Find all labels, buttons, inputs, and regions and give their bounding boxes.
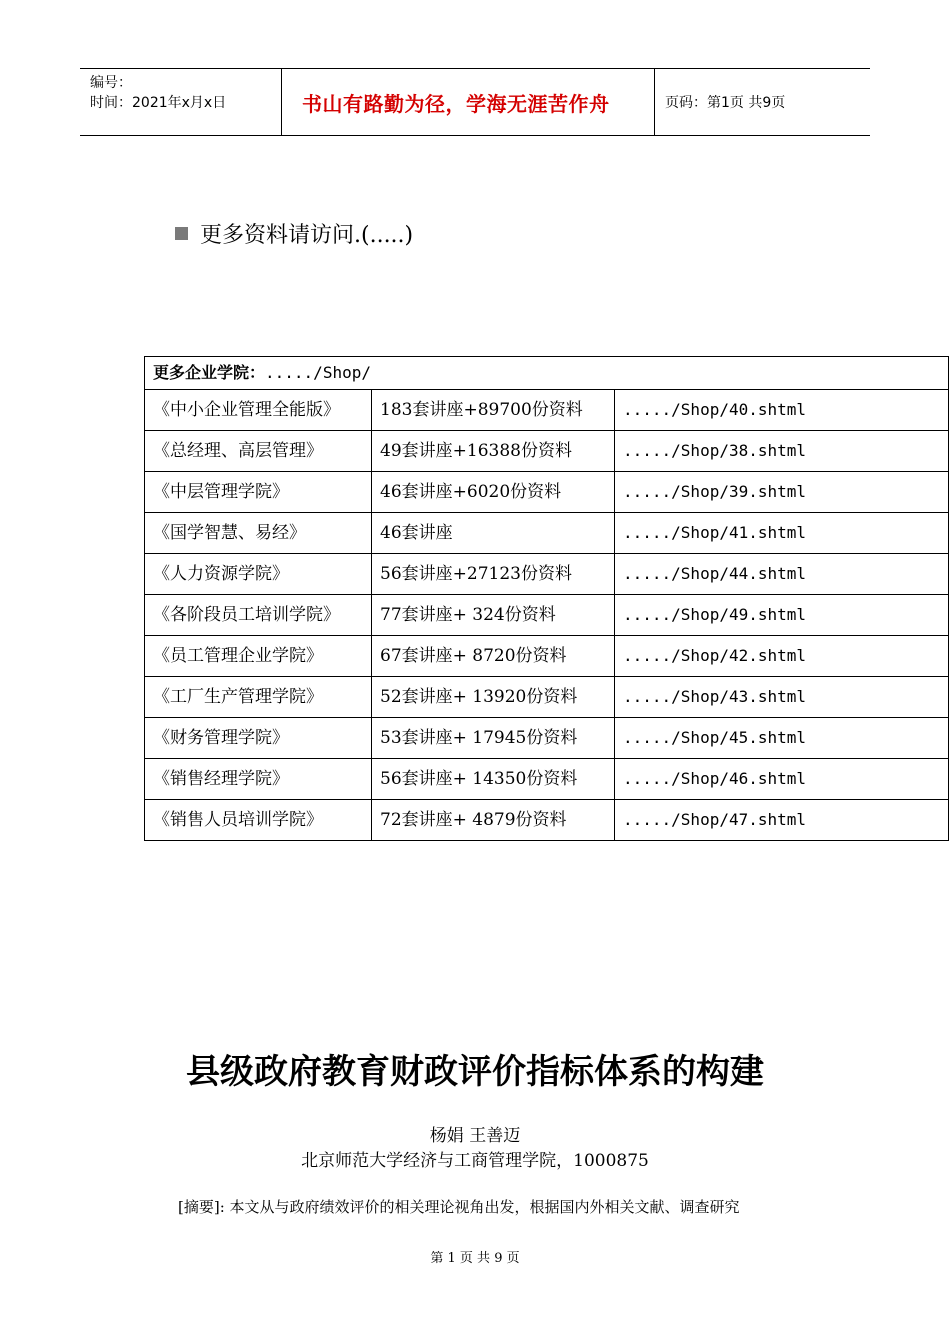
course-url-link[interactable]: ...../Shop/43.shtml bbox=[615, 677, 949, 718]
table-row bbox=[145, 431, 949, 472]
page-header bbox=[80, 68, 870, 136]
doc-number-label: 编号： bbox=[90, 75, 132, 91]
course-desc-cell: 67套讲座+ 8720份资料 bbox=[372, 636, 615, 677]
course-url-link[interactable]: ...../Shop/41.shtml bbox=[615, 513, 949, 554]
header-meta bbox=[80, 69, 282, 135]
course-url-link[interactable]: ...../Shop/49.shtml bbox=[615, 595, 949, 636]
paper-affiliation: 北京师范大学经济与工商管理学院，1000875 bbox=[301, 1151, 649, 1171]
more-info-text: 更多资料请访问.(.....) bbox=[200, 223, 414, 248]
paper-authors: 杨娟 王善迈 bbox=[429, 1126, 521, 1146]
course-name-cell: 《员工管理企业学院》 bbox=[145, 636, 372, 677]
course-name-cell: 《销售人员培训学院》 bbox=[145, 800, 372, 841]
course-name-cell: 《销售经理学院》 bbox=[145, 759, 372, 800]
course-desc-cell: 46套讲座 bbox=[372, 513, 615, 554]
course-desc-cell: 183套讲座+89700份资料 bbox=[372, 390, 615, 431]
course-name-cell: 《总经理、高层管理》 bbox=[145, 431, 372, 472]
course-desc-cell: 56套讲座+ 14350份资料 bbox=[372, 759, 615, 800]
shop-header-url[interactable]: ...../Shop/ bbox=[265, 363, 371, 382]
more-info-line bbox=[175, 218, 413, 249]
course-url-link[interactable]: ...../Shop/47.shtml bbox=[615, 800, 949, 841]
course-desc-cell: 49套讲座+16388份资料 bbox=[372, 431, 615, 472]
course-url-link[interactable]: ...../Shop/42.shtml bbox=[615, 636, 949, 677]
table-row bbox=[145, 800, 949, 841]
course-url-link[interactable]: ...../Shop/40.shtml bbox=[615, 390, 949, 431]
course-url-link[interactable]: ...../Shop/45.shtml bbox=[615, 718, 949, 759]
course-desc-cell: 77套讲座+ 324份资料 bbox=[372, 595, 615, 636]
table-row bbox=[145, 513, 949, 554]
doc-time-label: 时间：2021年x月x日 bbox=[90, 95, 227, 111]
shop-table-header bbox=[145, 357, 949, 390]
course-name-cell: 《国学智慧、易经》 bbox=[145, 513, 372, 554]
course-name-cell: 《工厂生产管理学院》 bbox=[145, 677, 372, 718]
course-url-link[interactable]: ...../Shop/46.shtml bbox=[615, 759, 949, 800]
table-row bbox=[145, 390, 949, 431]
square-bullet-icon bbox=[175, 227, 188, 240]
course-url-link[interactable]: ...../Shop/44.shtml bbox=[615, 554, 949, 595]
table-row bbox=[145, 595, 949, 636]
table-row bbox=[145, 718, 949, 759]
course-desc-cell: 72套讲座+ 4879份资料 bbox=[372, 800, 615, 841]
header-motto: 书山有路勤为径，学海无涯苦作舟 bbox=[282, 69, 655, 135]
course-name-cell: 《中小企业管理全能版》 bbox=[145, 390, 372, 431]
table-row bbox=[145, 472, 949, 513]
paper-abstract: [摘要]: 本文从与政府绩效评价的相关理论视角出发，根据国内外相关文献、调查研究 bbox=[178, 1198, 740, 1216]
table-row bbox=[145, 554, 949, 595]
shop-header-label: 更多企业学院： bbox=[153, 363, 266, 382]
course-desc-cell: 46套讲座+6020份资料 bbox=[372, 472, 615, 513]
paper-title: 县级政府教育财政评价指标体系的构建 bbox=[186, 1052, 764, 1092]
course-desc-cell: 53套讲座+ 17945份资料 bbox=[372, 718, 615, 759]
course-name-cell: 《财务管理学院》 bbox=[145, 718, 372, 759]
page-footer: 第 1 页 共 9 页 bbox=[430, 1251, 520, 1266]
table-row bbox=[145, 759, 949, 800]
header-page-label: 页码：第1页 共9页 bbox=[665, 95, 786, 111]
course-url-link[interactable]: ...../Shop/38.shtml bbox=[615, 431, 949, 472]
course-url-link[interactable]: ...../Shop/39.shtml bbox=[615, 472, 949, 513]
table-row bbox=[145, 636, 949, 677]
shop-table bbox=[144, 356, 949, 841]
course-name-cell: 《各阶段员工培训学院》 bbox=[145, 595, 372, 636]
course-desc-cell: 52套讲座+ 13920份资料 bbox=[372, 677, 615, 718]
table-row bbox=[145, 677, 949, 718]
course-name-cell: 《人力资源学院》 bbox=[145, 554, 372, 595]
course-desc-cell: 56套讲座+27123份资料 bbox=[372, 554, 615, 595]
course-name-cell: 《中层管理学院》 bbox=[145, 472, 372, 513]
